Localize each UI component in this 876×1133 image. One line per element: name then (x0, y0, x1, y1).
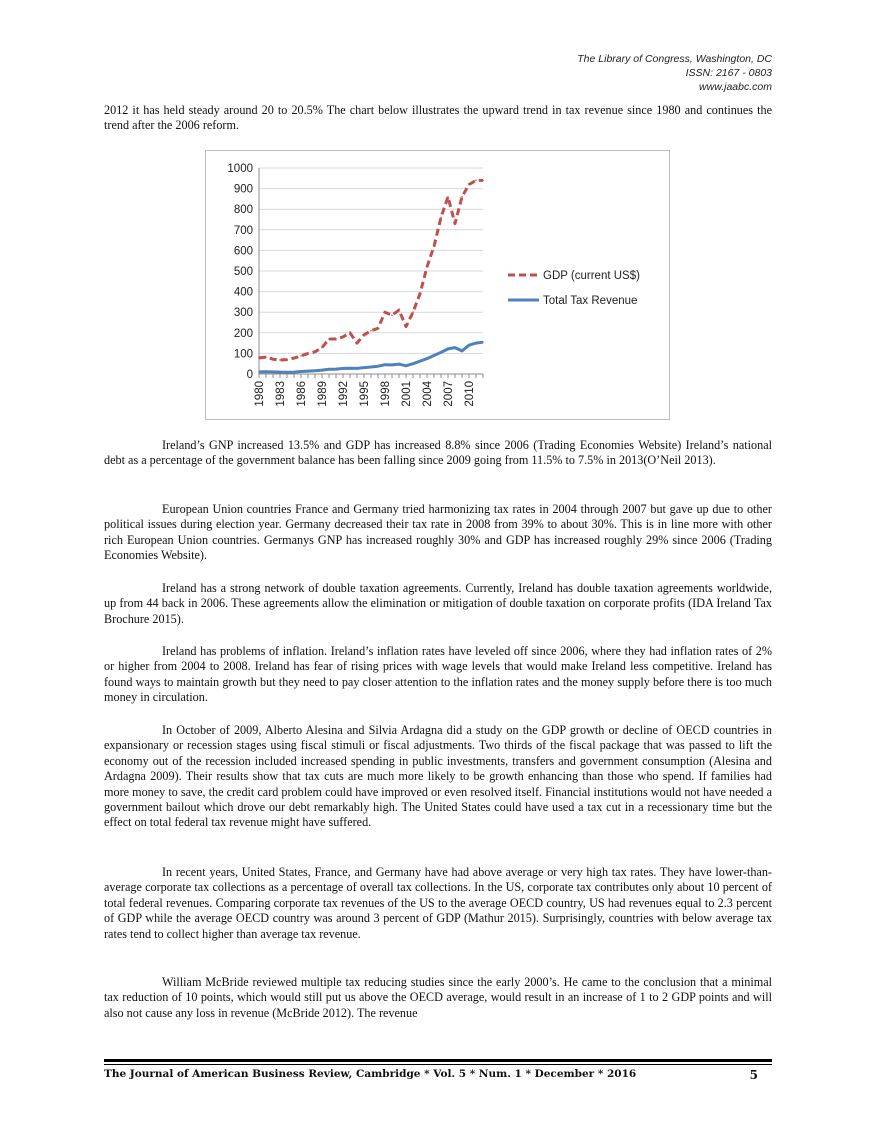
gdp-tax-chart (205, 150, 670, 420)
legend-label-1: Total Tax Revenue (543, 295, 638, 307)
gdp-point (419, 293, 421, 295)
tax-revenue-point (286, 372, 288, 374)
tax-revenue-point (461, 350, 463, 352)
tax-revenue-point (440, 352, 442, 354)
gdp-point (433, 245, 435, 247)
tax-revenue-point (300, 371, 302, 373)
gdp-point (391, 314, 393, 316)
x-tick-label: 2001 (401, 381, 413, 407)
gdp-point (328, 338, 330, 340)
gdp-point (265, 356, 267, 358)
x-tick-label: 1995 (359, 381, 371, 407)
tax-revenue-point (342, 368, 344, 370)
page-number: 5 (749, 1068, 758, 1082)
tax-revenue-point (370, 366, 372, 368)
y-tick-label: 1000 (227, 163, 253, 175)
y-tick-label: 600 (233, 245, 253, 258)
tax-revenue-point (321, 369, 323, 371)
footer-journal: The Journal of American Business Review, Cambridge * Vol. 5 * Num. 1 * December * 2016 (104, 1068, 637, 1080)
gdp-point (405, 326, 407, 328)
gdp-point (307, 353, 309, 355)
gdp-point (314, 351, 316, 353)
gdp-point (272, 358, 274, 360)
legend-label-0: GDP (current US$) (543, 270, 640, 282)
tax-revenue-point (356, 368, 358, 370)
paragraph-tax-rates: In recent years, United States, France, and Germany have had above average or very high tax rates. They have lower-than-average corporate tax collections as a percentage of overall tax collections. In the US, corporate tax contributes only about 10 percent of total federal revenues. Comparing corporate tax revenues of the US to the average OECD country, US had revenues equal to 2.3 percent of GDP while the average OECD country was around 3 percent of GDP (Mathur 2015). Surprisingly, countries with below average tax rates tend to collect higher than average tax revenue. (104, 865, 772, 941)
gdp-point (370, 330, 372, 332)
header-library: The Library of Congress, Washington, DC (577, 53, 772, 65)
tax-revenue-point (405, 365, 407, 367)
gdp-point (398, 309, 400, 311)
tax-revenue-point (433, 355, 435, 357)
x-tick-label: 2010 (464, 381, 476, 407)
y-tick-label: 900 (233, 183, 253, 196)
paragraph-mcbride: William McBride reviewed multiple tax reducing studies since the early 2000’s. He came to the conclusion that a minimal tax reduction of 10 points, which would still put us above the OECD average, would result in an increase of 1 to 2 GDP points and will also not cause any loss in revenue (McBride 2012). The revenue (104, 975, 772, 1020)
tax-revenue-point (377, 365, 379, 367)
x-tick-label: 2004 (422, 381, 434, 407)
tax-revenue-point (314, 370, 316, 372)
gdp-point (482, 180, 484, 182)
tax-revenue-point (265, 371, 267, 373)
y-tick-label: 800 (233, 204, 253, 217)
x-tick-label: 1998 (380, 381, 392, 407)
x-tick-label: 1980 (254, 381, 266, 407)
x-tick-label: 1983 (275, 381, 287, 407)
y-tick-label: 300 (233, 307, 253, 320)
tax-revenue-point (419, 360, 421, 362)
gdp-point (377, 327, 379, 329)
tax-revenue-point (454, 347, 456, 349)
gdp-point (468, 184, 470, 186)
tax-revenue-point (258, 371, 260, 373)
paragraph-inflation: Ireland has problems of inflation. Ireland’s inflation rates have leveled off since 2006, where they had inflation rates of 2% or higher from 2004 to 2008. Ireland has fear of rising prices with wage levels that would make Ireland less competitive. Ireland has found ways to maintain growth but they need to pay closer attention to the inflation rates and the money supply before there is too much money in circulation. (104, 644, 772, 705)
tax-revenue-point (293, 371, 295, 373)
gdp-point (293, 357, 295, 359)
paragraph-double-taxation: Ireland has a strong network of double taxation agreements. Currently, Ireland has double taxation agreements worldwide, up from 44 back in 2006. These agreements allow the elimination or mitigation of double taxation on corporate profits (IDA Ireland Tax Brochure 2015). (104, 581, 772, 626)
gdp-point (384, 311, 386, 313)
tax-revenue-point (426, 358, 428, 360)
paragraph-alesina-study: In October of 2009, Alberto Alesina and Silvia Ardagna did a study on the GDP growth or decline of OECD countries in expansionary or recession stages using fiscal stimuli or fiscal adjustments. Two thirds of the fiscal package that was passed to lift the economy out of the recession included increased spending in public investments, transfers and government consumption (Alesina and Ardagna 2009). Their results show that tax cuts are much more likely to be growth enhancing than those who spend. If families had more money to save, the credit card problem could have improved or even resolved itself. Financial institutions would not have needed a government bailout which drove our debt remarkably high. The United States could have used a tax cut in a recessionary time but the effect on total federal tax revenue might have suffered. (104, 723, 772, 830)
gdp-point (412, 311, 414, 313)
tax-revenue-point (398, 363, 400, 365)
y-tick-label: 200 (233, 327, 253, 340)
paragraph-eu-harmonizing: European Union countries France and Germany tried harmonizing tax rates in 2004 through 2007 but gave up due to other political issues during election year. Germany decreased their tax rate in 2008 from 39% to about 30%. This is in line more with other rich European Union countries. Germanys GNP has increased roughly 30% and GDP has increased roughly 29% since 2006 (Trading Economies Website). (104, 502, 772, 563)
tax-revenue-point (272, 371, 274, 373)
header-website: www.jaabc.com (699, 81, 772, 93)
tax-revenue-point (279, 371, 281, 373)
x-tick-label: 1989 (317, 381, 329, 407)
gdp-point (363, 334, 365, 336)
gdp-point (454, 223, 456, 225)
y-tick-label: 700 (233, 224, 253, 237)
page-header (577, 52, 772, 94)
header-issn: ISSN: 2167 - 0803 (685, 67, 772, 79)
tax-revenue-point (349, 367, 351, 369)
footer-rule-thick (104, 1059, 772, 1062)
gdp-point (335, 338, 337, 340)
gdp-point (300, 355, 302, 357)
x-tick-label: 1986 (296, 381, 308, 407)
tax-revenue-point (447, 348, 449, 350)
y-tick-label: 500 (233, 266, 253, 278)
tax-revenue-point (482, 341, 484, 343)
gdp-point (286, 359, 288, 361)
gdp-point (447, 196, 449, 198)
y-tick-label: 100 (233, 348, 253, 361)
x-tick-label: 2007 (443, 381, 455, 407)
tax-revenue-point (307, 370, 309, 372)
footer-rule-thin (104, 1064, 772, 1065)
y-tick-label: 400 (233, 286, 253, 299)
tax-revenue-point (391, 364, 393, 366)
tax-revenue-point (328, 368, 330, 370)
x-tick-label: 1992 (338, 381, 350, 407)
gdp-point (426, 266, 428, 268)
paragraph-ireland-gnp: Ireland’s GNP increased 13.5% and GDP has increased 8.8% since 2006 (Trading Economies Website) Ireland’s national debt as a percentage of the government balance has been falling since 2009 going from 11.5% to 7.5% in 2013(O’Neil 2013). (104, 438, 772, 468)
gdp-point (258, 357, 260, 359)
gdp-point (321, 347, 323, 349)
gdp-point (356, 342, 358, 344)
gdp-point (349, 332, 351, 334)
y-tick-label: 0 (246, 369, 253, 381)
tax-revenue-point (363, 367, 365, 369)
tax-revenue-point (468, 344, 470, 346)
gdp-point (342, 336, 344, 338)
tax-revenue-point (335, 368, 337, 370)
gdp-point (279, 359, 281, 361)
chart-svg (206, 151, 669, 419)
gdp-point (475, 180, 477, 182)
tax-revenue-point (475, 342, 477, 344)
gdp-point (461, 196, 463, 198)
gdp-point (440, 217, 442, 219)
tax-revenue-point (384, 364, 386, 366)
paragraph-intro: 2012 it has held steady around 20 to 20.5% The chart below illustrates the upward trend in tax revenue since 1980 and continues the trend after the 2006 reform. (104, 103, 772, 133)
tax-revenue-point (412, 363, 414, 365)
